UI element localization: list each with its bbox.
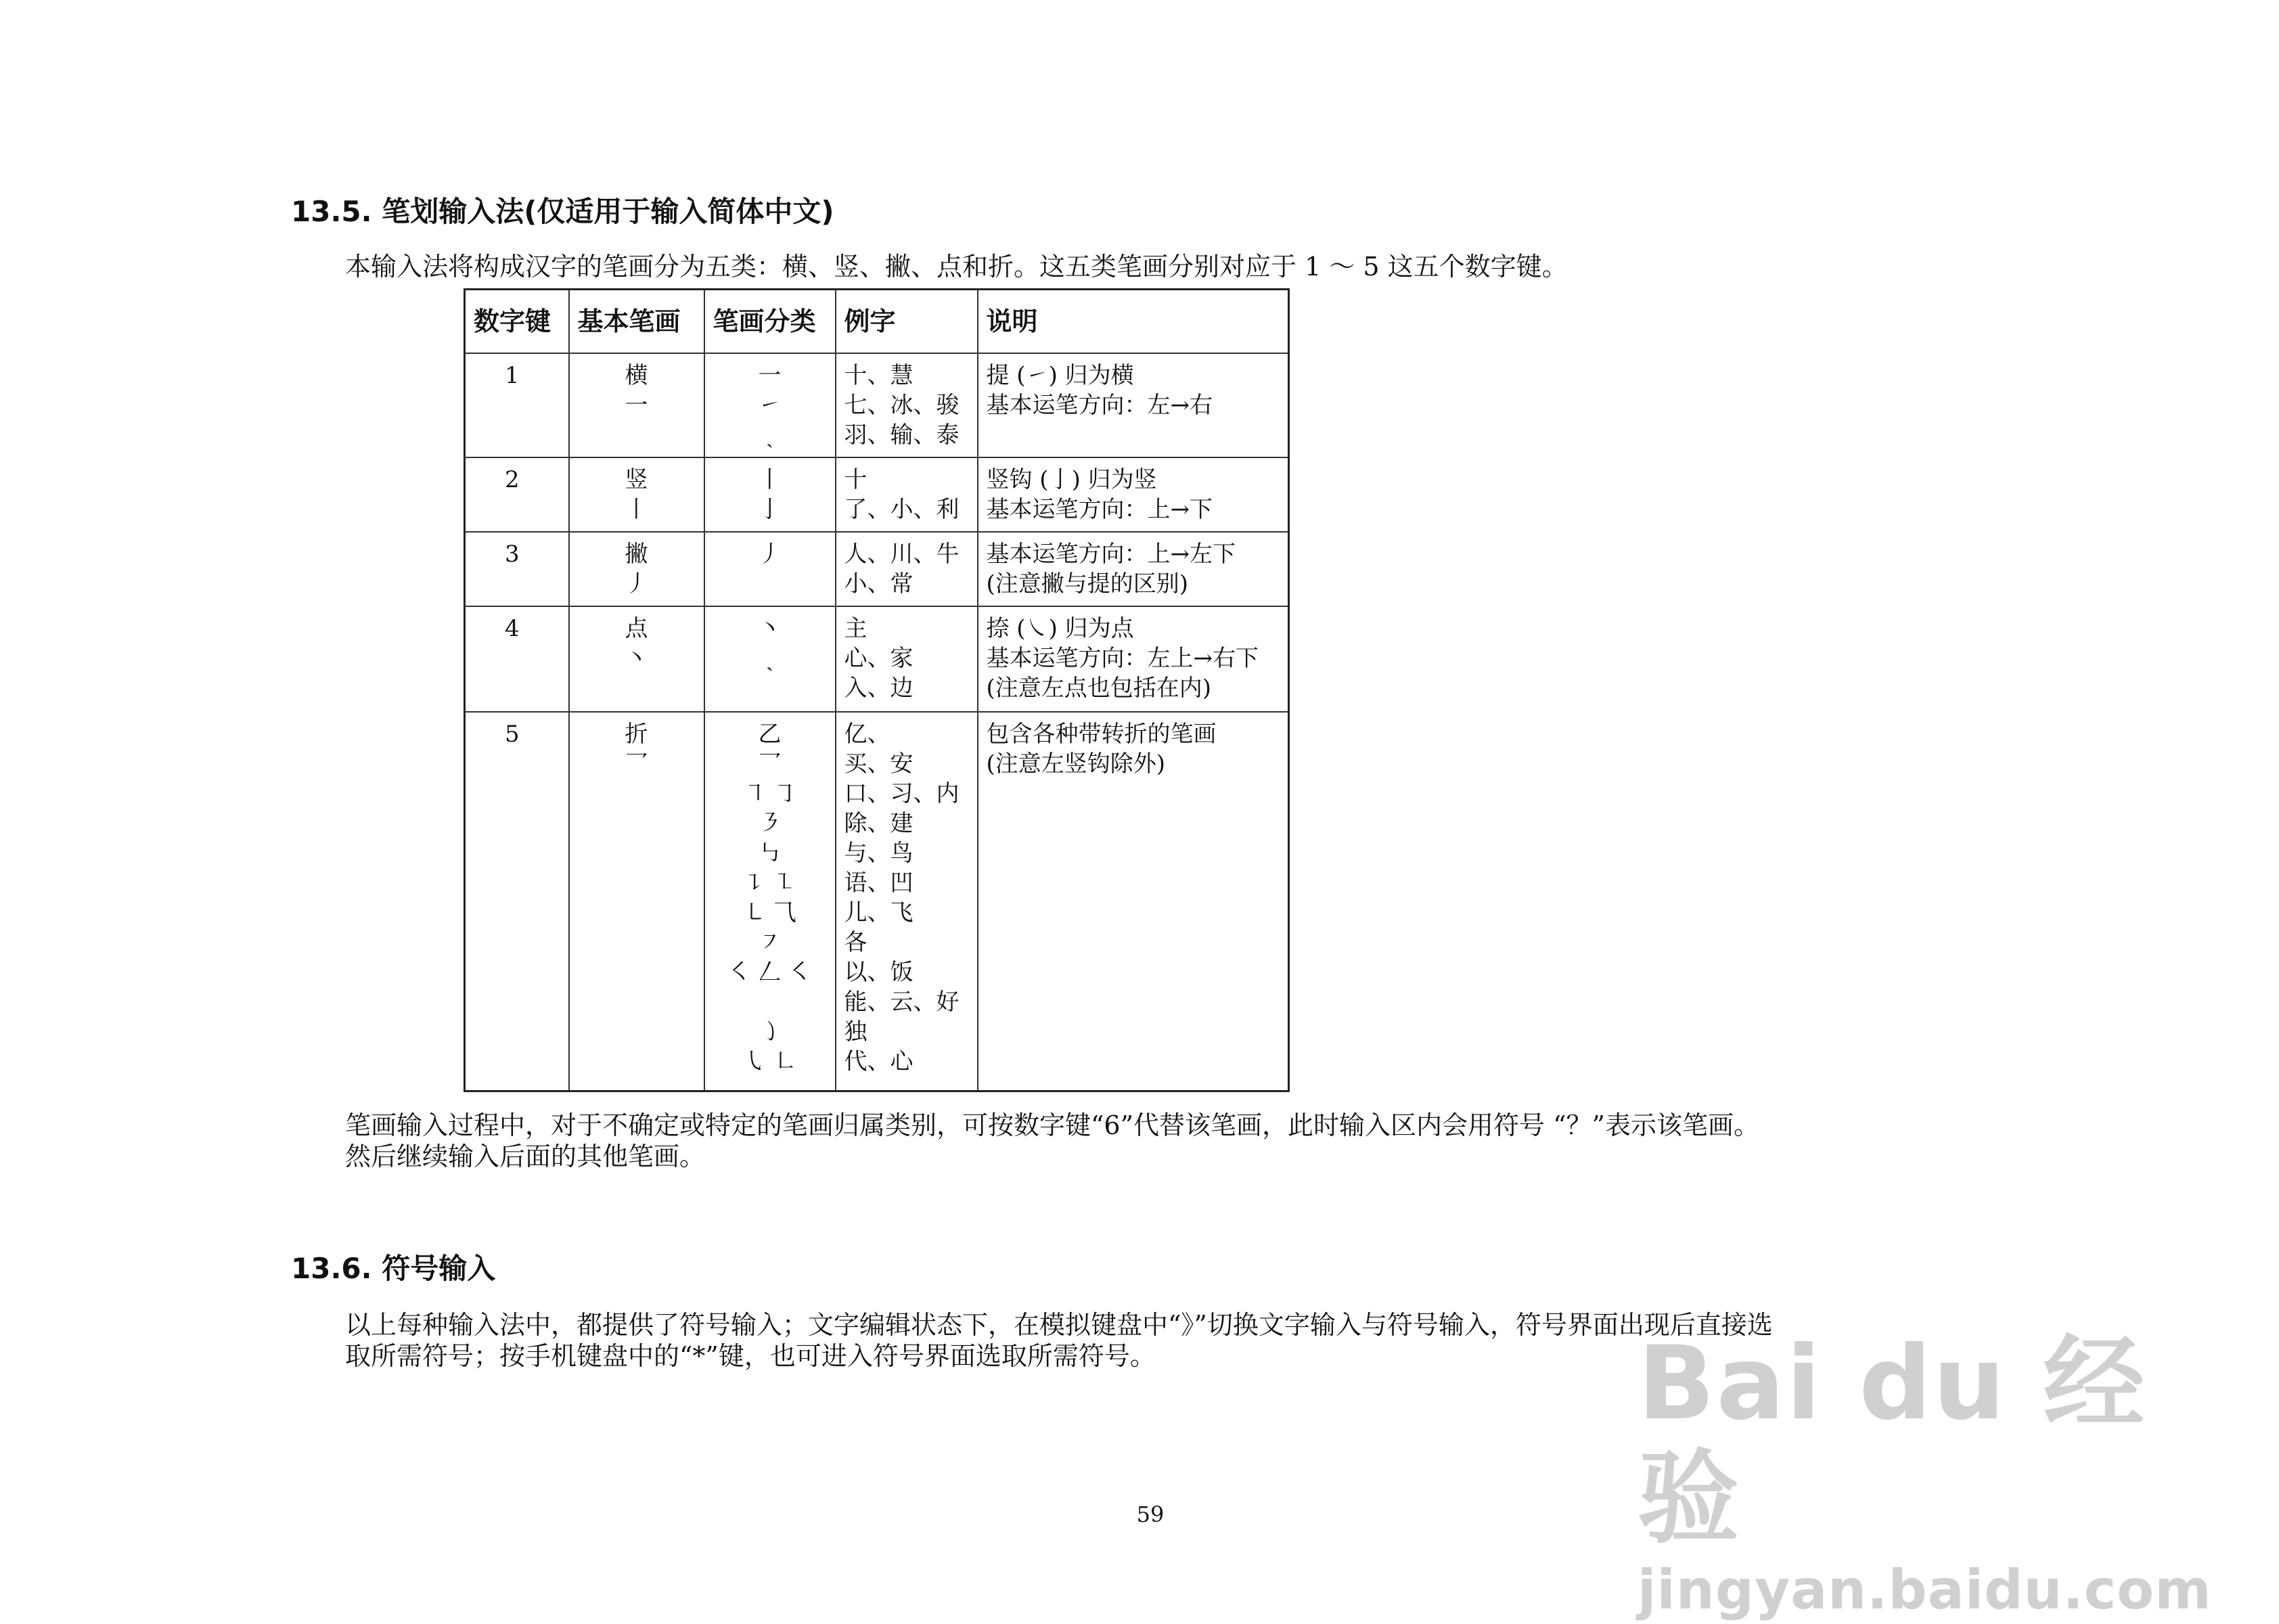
cell-examples-line: 小、常 [844, 570, 913, 597]
cell-notes-line: 提 (㇀) 归为横 [986, 362, 1134, 389]
cell-basic-stroke-line: 横 [625, 362, 648, 389]
cell-basic-stroke-line: 丶 [625, 645, 648, 672]
cell-stroke-class [704, 606, 836, 712]
table-row [465, 712, 1289, 1091]
cell-stroke-class-line: ㇋ [758, 810, 782, 837]
cell-examples-line: 口、习、内 [844, 780, 960, 807]
cell-key: 2 [465, 457, 569, 532]
cell-basic-stroke-line: 竖 [625, 466, 648, 493]
after-table-line: 笔画输入过程中，对于不确定或特定的笔画归属类别，可按数字键“6”代替该笔画，此时输入区内会用符号 “？”表示该笔画。 [345, 1110, 1759, 1140]
cell-stroke-class-line: 丿 [758, 541, 782, 568]
cell-basic-stroke-line: 乛 [625, 750, 648, 777]
cell-stroke-class-line: ㇉ [758, 840, 782, 867]
header-notes: 说明 [978, 290, 1289, 354]
cell-stroke-class [704, 532, 836, 606]
cell-examples-line: 人、川、牛 [844, 541, 960, 568]
cell-stroke-class [704, 457, 836, 532]
after-table-line: 然后继续输入后面的其他笔画。 [345, 1142, 706, 1171]
cell-examples-line: 与、鸟 [844, 840, 913, 867]
cell-basic-stroke-line: 点 [625, 615, 648, 642]
cell-stroke-class-line: ㇄ ⺄ [743, 899, 796, 926]
cell-examples-line: 买、安 [844, 750, 913, 777]
table-header-row [465, 290, 1289, 354]
cell-basic-stroke [569, 353, 704, 457]
cell-notes-line: 捺 (㇏) 归为点 [986, 615, 1134, 642]
cell-basic-stroke [569, 532, 704, 606]
cell-examples-line: 十、慧 [844, 362, 913, 389]
cell-examples-line: 入、边 [844, 675, 913, 702]
after-table-text [345, 1110, 1759, 1172]
cell-examples-line: 亿、 [844, 721, 890, 748]
cell-examples-line: 以、饭 [844, 959, 913, 986]
cell-stroke-class-line: ㇁ [758, 1018, 782, 1045]
cell-examples [836, 606, 978, 712]
stroke-table [464, 288, 1290, 1092]
header-examples: 例字 [836, 290, 978, 354]
cell-examples [836, 457, 978, 532]
cell-examples-line: 独 [844, 1018, 867, 1045]
cell-notes [978, 532, 1289, 606]
cell-examples-line: 代、心 [844, 1048, 913, 1075]
cell-basic-stroke-line: 丿 [625, 570, 648, 597]
cell-examples [836, 353, 978, 457]
cell-examples-line: 羽、输、泰 [844, 422, 960, 449]
cell-examples-line: 了、小、利 [844, 496, 960, 523]
body-line: 取所需符号；按手机键盘中的“*”键，也可进入符号界面选取所需符号。 [345, 1341, 1156, 1371]
cell-notes [978, 712, 1289, 1091]
cell-notes [978, 457, 1289, 532]
cell-examples-line: 儿、飞 [844, 899, 913, 926]
cell-stroke-class-line: 亅 [758, 496, 782, 523]
cell-examples [836, 532, 978, 606]
cell-notes-line: 基本运笔方向：上→左下 [986, 541, 1236, 568]
cell-notes-line: 基本运笔方向：左上→右下 [986, 645, 1259, 672]
cell-stroke-class-line: ㇛ 𠃋 ㇛ [727, 959, 812, 986]
table-row [465, 606, 1289, 712]
header-key: 数字键 [465, 290, 569, 354]
table-row [465, 532, 1289, 606]
section-2-body [345, 1309, 1773, 1372]
cell-stroke-class-line: 乙 [758, 721, 782, 748]
section-heading-13-5: 13.5. 笔划输入法(仅适用于输入简体中文) [291, 195, 834, 228]
cell-stroke-class-line: 丨 [758, 466, 782, 493]
cell-notes [978, 353, 1289, 457]
cell-key: 4 [465, 606, 569, 712]
cell-notes [978, 606, 1289, 712]
cell-basic-stroke [569, 457, 704, 532]
cell-stroke-class-line: ㇊ ㇅ [743, 870, 796, 897]
cell-examples-line: 七、冰、骏 [844, 392, 960, 419]
cell-key: 1 [465, 353, 569, 457]
cell-examples-line: 十 [844, 466, 867, 493]
header-basic-stroke: 基本笔画 [569, 290, 704, 354]
cell-notes-line: 包含各种带转折的笔画 [986, 721, 1217, 748]
cell-stroke-class [704, 712, 836, 1091]
table-row [465, 353, 1289, 457]
cell-stroke-class-line: ˏ [765, 645, 774, 672]
cell-notes-line: 基本运笔方向：左→右 [986, 392, 1213, 419]
cell-examples-line: 心、家 [844, 645, 913, 672]
cell-key: 5 [465, 712, 569, 1091]
cell-basic-stroke [569, 712, 704, 1091]
section-intro: 本输入法将构成汉字的笔画分为五类：横、竖、撇、点和折。这五类笔画分别对应于 1 ～ 5 这五个数字键。 [345, 252, 1568, 281]
table-row [465, 457, 1289, 532]
page-number: 59 [1136, 1502, 1165, 1527]
watermark-brand: Bai du 经验 [1638, 1325, 2146, 1558]
cell-examples-line: 各 [844, 929, 867, 956]
cell-key: 3 [465, 532, 569, 606]
cell-stroke-class-line: 一 [758, 362, 782, 389]
section-heading-13-6: 13.6. 符号输入 [291, 1252, 496, 1285]
watermark-url: jingyan.baidu.com [1638, 1558, 2212, 1621]
cell-examples-line: 主 [844, 615, 867, 642]
cell-notes-line: (注意左点也包括在内) [986, 675, 1212, 702]
cell-notes-line: 竖钩 (亅) 归为竖 [986, 466, 1157, 493]
cell-stroke-class-line: ㇂ ㇗ [743, 1048, 796, 1075]
cell-examples-line: 除、建 [844, 810, 913, 837]
cell-notes-line: 基本运笔方向：上→下 [986, 496, 1213, 523]
cell-basic-stroke-line: 丨 [625, 496, 648, 523]
cell-examples [836, 712, 978, 1091]
cell-basic-stroke-line: 一 [625, 392, 648, 419]
cell-stroke-class-line: ㇀ [758, 392, 782, 419]
body-line: 以上每种输入法中，都提供了符号输入；文字编辑状态下，在模拟键盘中“》”切换文字输入与符号输入，符号界面出现后直接选 [345, 1310, 1773, 1340]
cell-stroke-class [704, 353, 836, 457]
cell-notes-line: (注意左竖钩除外) [986, 750, 1166, 777]
cell-notes-line: (注意撇与提的区别) [986, 570, 1189, 597]
cell-stroke-class-line: ˏ [765, 422, 774, 449]
cell-basic-stroke [569, 606, 704, 712]
cell-stroke-class-line: ㇕ ㇆ [743, 780, 796, 807]
cell-stroke-class-line: ㇇ [758, 929, 782, 956]
header-stroke-class: 笔画分类 [704, 290, 836, 354]
cell-stroke-class-line [713, 987, 827, 1017]
cell-basic-stroke-line: 撇 [625, 541, 648, 568]
cell-examples-line: 能、云、好 [844, 989, 960, 1016]
cell-stroke-class-line: 乛 [758, 750, 782, 777]
cell-stroke-class-line: 丶 [758, 615, 782, 642]
cell-basic-stroke-line: 折 [625, 721, 648, 748]
cell-examples-line: 语、凹 [844, 870, 913, 897]
